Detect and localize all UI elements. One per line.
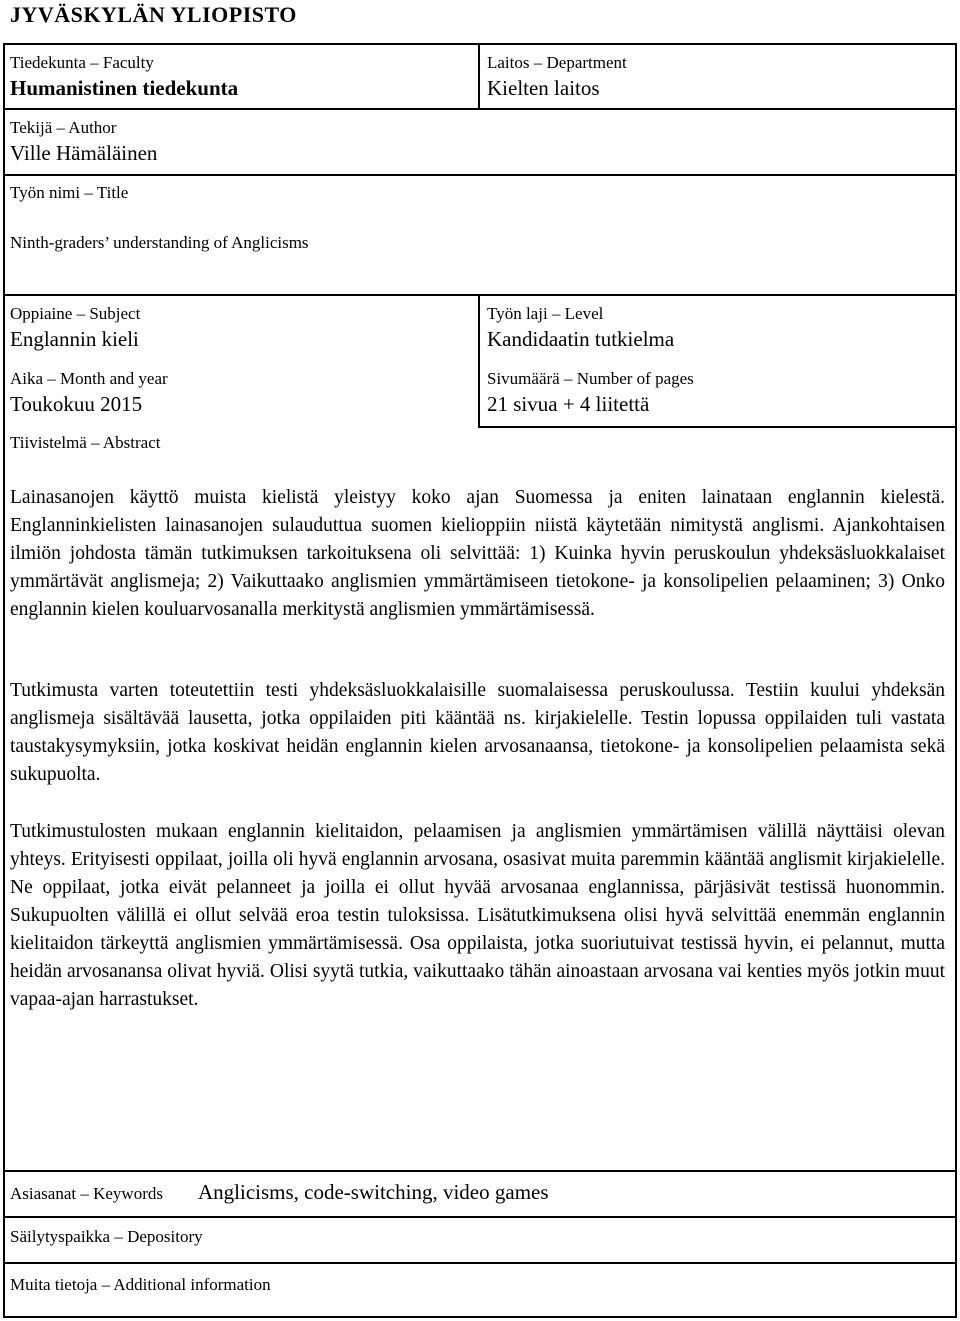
university-title: JYVÄSKYLÄN YLIOPISTO: [10, 2, 297, 27]
divider: [478, 43, 480, 109]
divider: [3, 1216, 957, 1218]
pages-value: 21 sivua + 4 liitettä: [487, 392, 650, 416]
author-value: Ville Hämäläinen: [10, 141, 158, 165]
pages-label: Sivumäärä – Number of pages: [487, 369, 694, 388]
keywords-label: Asiasanat – Keywords: [10, 1184, 163, 1203]
subject-value: Englannin kieli: [10, 327, 139, 351]
faculty-value: Humanistinen tiedekunta: [10, 76, 239, 100]
department-value: Kielten laitos: [487, 76, 600, 100]
additional-info-label: Muita tietoja – Additional information: [10, 1275, 271, 1294]
subject-label: Oppiaine – Subject: [10, 304, 141, 323]
abstract-paragraph: Lainasanojen käyttö muista kielistä yleistyy koko ajan Suomessa ja eniten lainataan englannin kielestä. Englanninkielisten lainasanojen sulauduttua suomen kielioppiin niistä käytetään nimitystä anglismi. Ajankohtaisen ilmiön johdosta tämän tutkimuksen tarkoituksena oli selvittää: 1) Kuinka hyvin peruskoulun yhdeksäsluokkalaiset ymmärtävät anglismeja; 2) Vaikuttaako anglismien ymmärtämiseen tietokone- ja konsolipelien pelaaminen; 3) Onko englannin kielen kouluarvosanalla merkitystä anglismien ymmärtämisessä.: [10, 487, 945, 620]
abstract-label: Tiivistelmä – Abstract: [10, 433, 161, 452]
divider: [480, 426, 957, 428]
divider: [3, 294, 957, 296]
divider: [3, 1170, 957, 1172]
keywords-value: Anglicisms, code-switching, video games: [198, 1180, 549, 1204]
divider: [3, 108, 957, 110]
work-title-value: Ninth-graders’ understanding of Anglicisms: [10, 233, 309, 252]
work-title-label: Työn nimi – Title: [10, 183, 129, 202]
divider: [478, 294, 480, 428]
depository-label: Säilytyspaikka – Depository: [10, 1227, 203, 1246]
level-value: Kandidaatin tutkielma: [487, 327, 675, 351]
abstract-paragraph: Tutkimusta varten toteutettiin testi yhdeksäsluokkalaisille suomalaisessa peruskoulussa. Testiin kuului yhdeksän anglismeja sisältävää lausetta, jotka oppilaiden piti kääntää ns. kirjakielelle. Testin lopussa oppilaiden tuli vastata taustakysymyksiin, jotka koskivat heidän englannin kielen arvosanaansa, tietokone- ja konsolipelien pelaamista sekä sukupuolta.: [10, 680, 945, 785]
abstract-paragraph: Tutkimustulosten mukaan englannin kielitaidon, pelaamisen ja anglismien ymmärtämisen välillä näyttäisi olevan yhteys. Erityisesti oppilaat, joilla oli hyvä englannin arvosana, osasivat muita paremmin kääntää anglismit kirjakielelle. Ne oppilaat, jotka eivät pelanneet ja joilla ei ollut hyvää arvosanaa englannissa, pärjäsivät testissä huonommin. Sukupuolten välillä ei ollut selvää eroa testin tuloksissa. Lisätutkimuksena olisi hyvä selvittää enemmän englannin kielitaidon tärkeyttä anglismien ymmärtämisessä. Osa oppilaista, jotka suoriutuivat testissä hyvin, ei pelannut, mutta heidän arvosanansa olivat hyviä. Olisi syytä tutkia, vaikuttaako tähän ainoastaan arvosana vai kenties myös jotkin muut vapaa-ajan harrastukset.: [10, 821, 945, 1010]
divider: [3, 174, 957, 176]
date-value: Toukokuu 2015: [10, 392, 143, 416]
faculty-label: Tiedekunta – Faculty: [10, 53, 154, 72]
divider: [3, 1262, 957, 1264]
department-label: Laitos – Department: [487, 53, 627, 72]
author-label: Tekijä – Author: [10, 118, 117, 137]
date-label: Aika – Month and year: [10, 369, 168, 388]
level-label: Työn laji – Level: [487, 304, 604, 323]
